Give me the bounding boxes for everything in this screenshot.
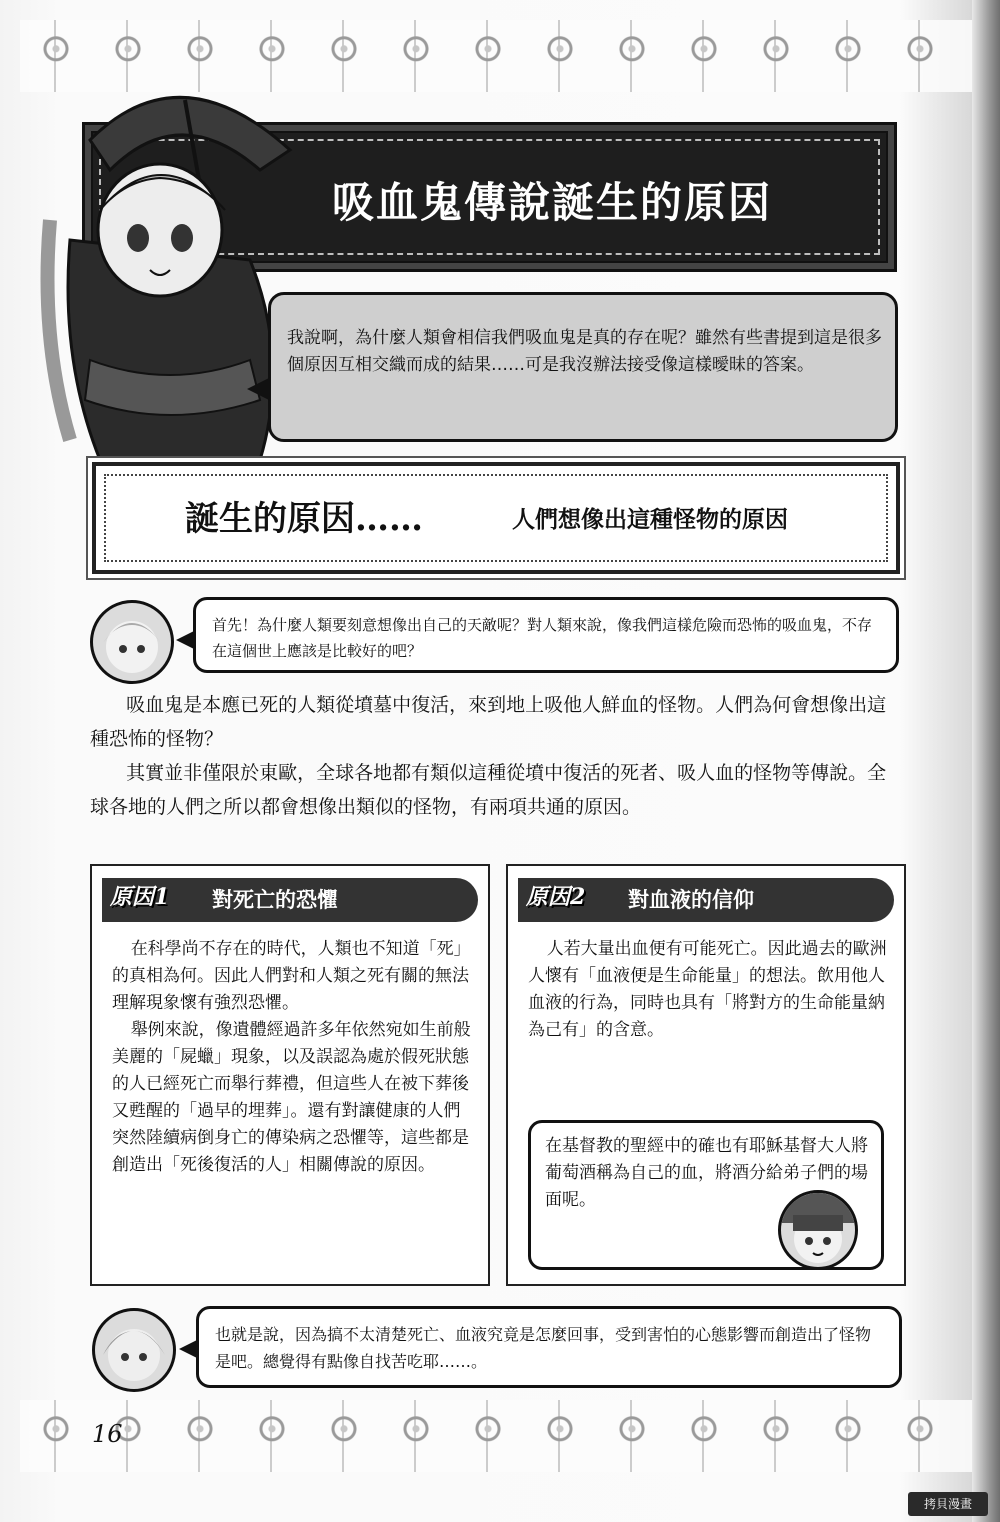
intro-speech-text: 我說啊，為什麼人類會相信我們吸血鬼是真的存在呢？雖然有些書提到這是很多個原因互相交織而成的結果……可是我沒辦法接受像這樣曖昧的答案。 [287,328,882,375]
speech-bubble-2-text: 也就是說，因為搞不太清楚死亡、血液究竟是怎麼回事，受到害怕的心態影響而創造出了怪物是吧。總覺得有點像自找苦吃耶……。 [215,1325,872,1371]
reason-2-title: 對血液的信仰 [628,888,754,912]
page-title: 吸血鬼傳說誕生的原因 [332,178,773,227]
character-avatar-2 [92,1308,176,1392]
girl-face-icon [93,603,171,681]
body-paragraph-1: 吸血鬼是本應已死的人類從墳墓中復活，來到地上吸他人鮮血的怪物。人們為何會想像出這種恐怖的怪物？ [90,694,887,750]
ornamental-border-bottom [20,1400,975,1472]
reason-1-box [90,864,490,1286]
reason-1-tag: 原因1 [110,884,170,910]
character-avatar-nun [778,1190,858,1270]
reason-1-paragraph: 舉例來說，像遺體經過許多年依然宛如生前般美麗的「屍蠟」現象，以及誤認為處於假死狀態的人已經死亡而舉行葬禮，但這些人在被下葬後又甦醒的「過早的埋葬」。還有對讓健康的人們突然陸續病倒身亡的傳染病之恐懼等，這些都是創造出「死後復活的人」相關傳說的原因。 [112,1020,471,1175]
reason-2-header [518,878,894,922]
reason-2-paragraph: 人若大量出血便有可能死亡。因此過去的歐洲人懷有「血液便是生命能量」的想法。飲用他人血液的行為，同時也具有「將對方的生命能量納為己有」的含意。 [528,939,887,1040]
reason-1-body [112,936,472,1179]
speech-bubble-1 [193,597,899,673]
reason-2-box [506,864,906,1286]
girl-face-icon [95,1311,173,1389]
watermark: 拷貝漫畫 [908,1492,988,1516]
reason-1-paragraph: 在科學尚不存在的時代，人類也不知道「死」的真相為何。因此人們對和人類之死有關的無法理解現象懷有強烈恐懼。 [112,939,471,1013]
reason-2-body [528,936,888,1044]
page-number: 16 [92,1420,123,1448]
intro-speech-bubble [268,292,898,442]
speech-bubble-tail [176,630,196,650]
speech-bubble-tail [179,1339,199,1359]
section-heading: 誕生的原因…… [185,499,423,539]
character-avatar-1 [90,600,174,684]
speech-bubble-1-text: 首先！為什麼人類要刻意想像出自己的天敵呢？對人類來說，像我們這樣危險而恐怖的吸血鬼，不存在這個世上應該是比較好的吧？ [212,616,873,660]
section-caption: 人們想像出這種怪物的原因 [512,506,788,533]
reason-1-header [102,878,478,922]
speech-bubble-2 [196,1306,902,1388]
reason-2-bubble-text: 在基督教的聖經中的確也有耶穌基督大人將葡萄酒稱為自己的血，將酒分給弟子們的場面呢。 [545,1136,868,1210]
body-paragraph-2: 其實並非僅限於東歐，全球各地都有類似這種從墳中復活的死者、吸人血的怪物等傳說。全球各地的人們之所以都會想像出類似的怪物，有兩項共通的原因。 [90,762,887,818]
nun-face-icon [781,1193,855,1267]
reason-2-tag: 原因2 [526,884,586,910]
page-binding-edge [972,0,1000,1522]
reason-1-title: 對死亡的恐懼 [212,888,338,912]
speech-bubble-tail [247,377,271,401]
